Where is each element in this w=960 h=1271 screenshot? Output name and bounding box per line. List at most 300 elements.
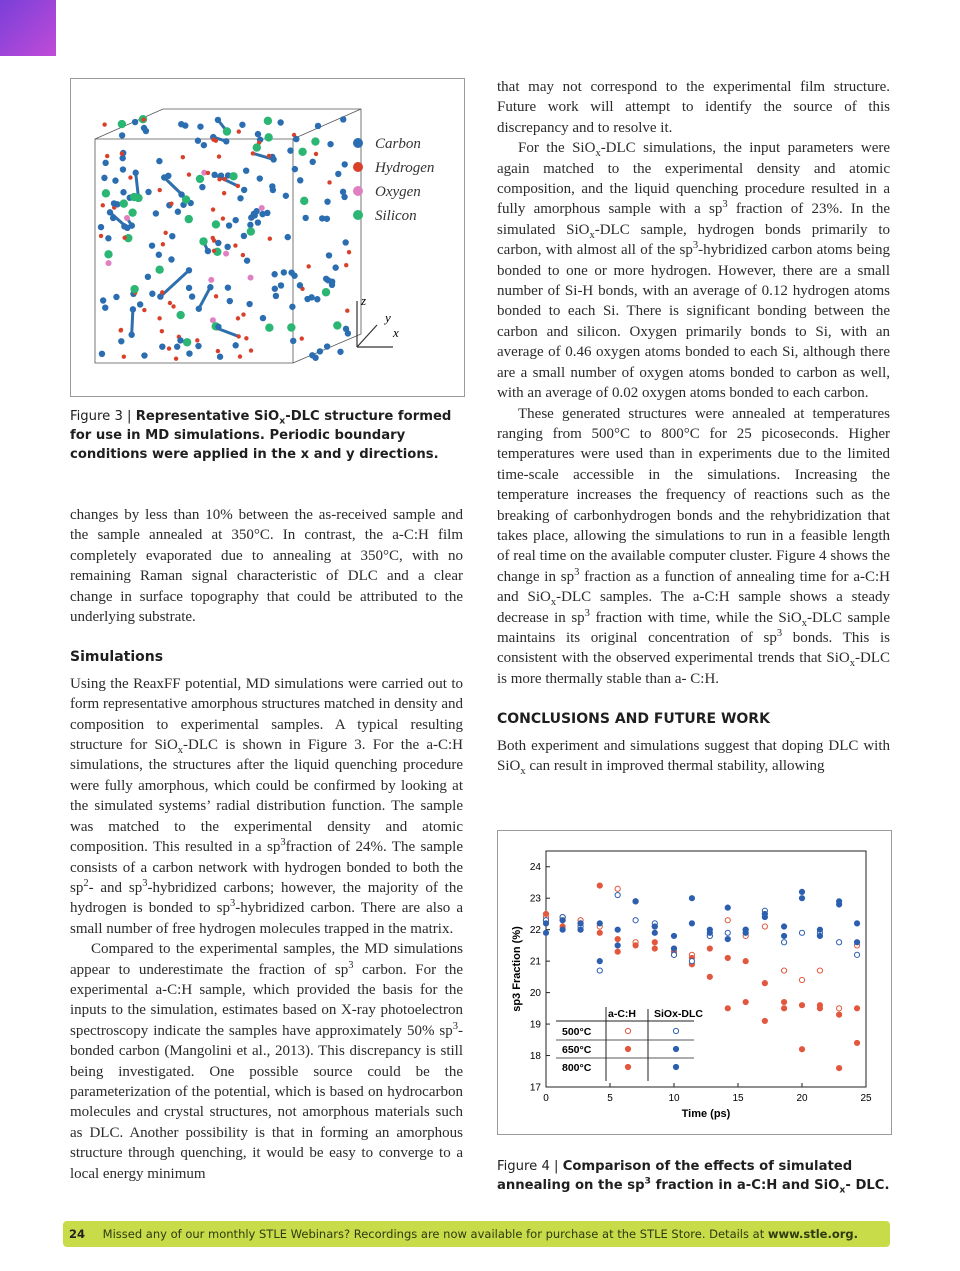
atom [196,175,204,183]
x-tick-label: 15 [732,1093,744,1104]
atom [211,137,215,141]
atom [197,123,203,129]
legend-marker-hydrogen [353,162,363,172]
chart-legend [556,1007,703,1081]
x-tick-label: 20 [796,1093,808,1104]
atom [329,282,335,288]
atom [344,263,348,267]
atom [195,338,199,342]
legend-header: SiOx-DLC [654,1008,704,1020]
axis-triad [357,293,399,347]
atom [159,343,165,349]
y-tick-label: 24 [529,862,541,874]
data-point [671,946,676,951]
atom [99,351,105,357]
atom [264,133,272,141]
atom [221,216,225,220]
data-point [725,918,730,923]
atom [260,315,266,321]
data-point [707,946,712,951]
atom [99,234,103,238]
x-axis-label: Time (ps) [681,1108,731,1120]
paragraph: that may not correspond to the experimental film structure. Future work will attempt to identify the source of this discrepancy and to resolve it. [497,79,890,136]
atom [315,123,321,129]
data-point [817,927,822,932]
data-point [689,959,694,964]
left-column [70,505,463,1184]
atom [337,349,343,355]
data-point [762,981,767,986]
data-point [615,943,620,948]
atom [100,297,106,303]
atom [155,266,163,274]
atom [300,197,308,205]
data-point [854,921,859,926]
atom [208,277,214,283]
atom [243,167,249,173]
sp3-fraction-chart [498,831,891,1134]
atom [176,311,184,319]
data-point [725,1006,730,1011]
atom [156,252,162,258]
atom [265,324,273,332]
data-point [781,933,786,938]
atom [153,210,159,216]
atom [124,215,130,221]
data-point [615,892,620,897]
atom [255,131,261,137]
legend-label-carbon: Carbon [375,136,421,152]
section-heading-simulations: Simulations [70,649,164,666]
atom [314,152,318,156]
atom [251,151,255,155]
y-tick-label: 18 [529,1051,541,1063]
atom [340,189,346,195]
atom [181,155,185,159]
atom [118,120,126,128]
paragraph: Using the ReaxFF potential, MD simulations were carried out to form representative amorphous structures matched in density and composition to experimental samples. A typical resulting structure for SiO$_x$-DLC is shown in Figure 3. For the a-C:H simulations, the structures after the liquid quenching procedure were fully amorphous, which could be confirmed by looking at the simulated systems’ radial distribution function. The sample was matched to the experimental density and atomic composition. This resulted in a $sp^3fraction$ of 24%. The sample consists of a carbon network with hydrogen bonded to both the $sp^2-$ and $sp^3$-hybridized carbons; however, the majority of the hydrogen is bonded to $sp^3$-hybridized carbon. There are also a small number of free hydrogen molecules trapped in the matrix. [70,675,464,937]
atom [222,177,226,181]
atom [101,203,105,207]
atom [342,239,348,245]
data-point [615,886,620,891]
atom [121,223,127,229]
legend-row-label: 650°C [562,1044,592,1056]
data-point [837,899,842,904]
atom [163,231,167,235]
atom [128,175,132,179]
atom [233,243,237,247]
atom [322,288,330,296]
atom [285,234,291,240]
bond [217,328,238,336]
atom [183,338,191,346]
legend-header: a-C:H [608,1008,636,1020]
footer-text: Missed any of our monthly STLE Webinars? Recordings are now available for purchase at the STLE Store. Details at [102,1227,768,1241]
data-point [671,933,676,938]
atom [141,352,147,358]
atom [199,237,207,245]
atom [102,160,108,166]
atom [206,171,210,175]
atom [205,248,211,254]
data-point [799,889,804,894]
atom [189,293,195,299]
atom [130,285,138,293]
data-point [743,999,748,1004]
atom [232,217,238,223]
legend-marker-oxygen [353,186,363,196]
data-point [689,921,694,926]
atom [102,304,108,310]
legend-marker [625,1046,630,1051]
atom [236,316,240,320]
atom [248,275,254,281]
atom [311,137,319,145]
atom [118,338,124,344]
atom [145,189,151,195]
axis-z-label: z [361,293,367,308]
atom [304,296,310,302]
atom [156,158,162,164]
data-point [837,1012,842,1017]
atom [300,336,304,340]
atom [161,242,165,246]
data-point [597,883,602,888]
y-tick-label: 23 [529,893,541,905]
atom [174,344,180,350]
atom [327,141,333,147]
atom [110,215,116,221]
atom [272,286,278,292]
data-point [671,952,676,957]
atom [227,298,233,304]
atom [215,117,221,123]
atom [292,166,298,172]
atom [288,269,294,275]
atom [249,348,253,352]
data-point [837,1006,842,1011]
atom [128,208,136,216]
data-point [615,937,620,942]
atom [113,294,119,300]
data-point [762,911,767,916]
atom [105,235,111,241]
atom [345,330,351,336]
atom [120,189,126,195]
data-point [652,924,657,929]
atom [340,116,346,122]
atom [241,253,245,257]
atom [283,193,289,199]
atom [101,175,107,181]
atom [277,119,283,125]
figure-3 [70,78,465,397]
legend-label-oxygen: Oxygen [375,184,421,200]
legend-label-hydrogen: Hydrogen [375,160,435,176]
atom [342,161,348,167]
atom [253,143,261,151]
atom [168,256,174,262]
legend-row-label: 800°C [562,1062,592,1074]
atom [112,177,118,183]
atom [168,301,172,305]
paragraph: These generated structures were annealed at temperatures ranging from 500°C to 800°C for 25 picoseconds. Higher temperatures were used than in experiments due to the limited time-scale accessible in the simulations. Increasing the temperature increases the frequency of reactions such as the breaking of carbonhydrogen bonds and the rehybridization that takes place, allowing the simulations to run in a feasible length of real time on the available computer cluster. Figure 4 shows the change in $sp^3$ fraction as a function of annealing time for a-C:H and SiO$_x$-DLC samples. The a-C:H sample shows a steady decrease in $sp^3$ fraction with time, while the SiO$_x$-DLC sample maintains its original concentration of $sp^3$ bonds. This is consistent with the observed experimental trends that SiO$_x$-DLC is more thermally stable than a- C:H. [497,405,891,687]
data-point [652,930,657,935]
atom [130,306,136,312]
data-point [837,1066,842,1071]
atom [160,329,164,333]
atom [216,349,220,353]
fig3-legend [353,136,434,224]
data-point [781,999,786,1004]
data-point [837,940,842,945]
data-point [762,1018,767,1023]
atom [171,304,175,308]
atom [211,236,215,240]
atom [217,154,221,158]
legend-marker-carbon [353,138,363,148]
atom [241,187,247,193]
footer-banner [63,1221,890,1247]
atom [270,156,276,162]
atom [215,240,221,246]
atom [199,184,205,190]
atom [132,170,138,176]
data-point [633,918,638,923]
atom [105,154,109,158]
atom [309,352,315,358]
data-point [799,1003,804,1008]
atom [212,220,220,228]
atom [174,356,178,360]
atom [247,222,253,228]
data-point [543,911,548,916]
atom [196,306,202,312]
atom [241,312,245,316]
y-tick-label: 22 [529,925,541,937]
atom [120,166,126,172]
atom [111,200,117,206]
atom [195,138,201,144]
data-point [781,940,786,945]
figure-3-caption: Figure 3 | Representative SiO$_x$-DLC structure formed for use in MD simulations. Periodic boundary conditions were applied in the x and y directions. [70,409,452,462]
atom [332,264,338,270]
atom [324,343,330,349]
atom [102,122,106,126]
data-point [597,930,602,935]
atom [244,257,250,263]
atom [142,308,146,312]
atom [271,271,277,277]
data-point [799,1047,804,1052]
atom [278,282,284,288]
atom [104,250,112,258]
atom [287,147,293,153]
atom [297,282,303,288]
page-number: 24 [68,1227,85,1241]
atom [169,233,175,239]
atom [319,215,325,221]
atom [267,154,271,158]
atom [157,316,161,320]
atom [229,172,237,180]
section-heading-conclusions: CONCLUSIONS AND FUTURE WORK [497,711,770,728]
legend-marker [625,1028,630,1033]
data-point [817,968,822,973]
legend-marker [673,1028,678,1033]
data-point [707,930,712,935]
molecule-box [95,109,361,363]
atom [323,276,329,282]
atom [122,236,126,240]
paragraph: Both experiment and simulations suggest that doping DLC with SiO$_x$ can result in improved thermal stability, allowing [497,737,890,777]
figure-4-caption: Figure 4 | Comparison of the effects of simulated annealing on the $sp^3$ fraction in a-C:H and SiO$_x$- DLC. [497,1159,890,1196]
atom [169,201,173,205]
data-point [707,974,712,979]
footer-link[interactable]: www.stle.org. [767,1227,858,1241]
atom [345,308,349,312]
atom [290,338,296,344]
atom [238,354,242,358]
atom [236,184,240,188]
atom [119,132,125,138]
atom [102,189,110,197]
atom [98,224,104,230]
data-point [597,959,602,964]
data-point [854,940,859,945]
data-point [725,905,730,910]
atom [118,328,122,332]
atom [158,188,162,192]
data-point [743,959,748,964]
atom [182,122,188,128]
atom [185,215,193,223]
atom [207,284,213,290]
atom [141,118,145,122]
paragraph: For the SiO$_x$-DLC simulations, the input parameters were again matched to the experimental density and atomic composition, and the liquid quenching procedure resulted in a fully amorphous sample with a $sp^3$ fraction of 23%. In the simulated SiO$_x$-DLC sample, hydrogen bonds primarily to carbon, with almost all of the $sp^3$-hybridized carbon atoms being bonded to one or more hydrogen. However, there are a small number of Si-H bonds, with an average of 0.12 hydrogen atoms bonded to each Si. There is significant bonding between the carbon and silicon. Oxygen primarily bonds to Si, with an average of 0.46 oxygen atoms bonded to each Si, although there are a small number of oxygen atoms bonded to carbon as well, with an average of 0.02 oxygen atoms bonded to each carbon. [497,140,890,402]
atom [302,215,308,221]
data-point [543,930,548,935]
atom [314,296,320,302]
atom [335,171,341,177]
bond [160,270,189,296]
atom [186,267,192,273]
data-point [743,927,748,932]
atom [255,219,261,225]
atom [237,195,243,201]
atom [244,336,248,340]
x-tick-label: 10 [668,1093,680,1104]
data-point [817,933,822,938]
atom [289,304,295,310]
figure-4 [497,830,892,1135]
data-point [597,921,602,926]
atom [160,290,164,294]
atom [306,264,310,268]
atom [241,233,247,239]
y-tick-label: 21 [529,956,541,968]
atom [201,142,207,148]
atom [167,346,171,350]
atom [287,323,295,331]
atom [186,285,192,291]
y-tick-label: 19 [529,1019,541,1031]
atom [310,159,316,165]
atom [178,191,184,197]
bond [199,287,211,309]
atom [145,274,151,280]
atom [120,151,124,155]
data-point [725,955,730,960]
atom [226,222,232,228]
atom [246,301,252,307]
atom [214,294,218,298]
atom [212,249,216,253]
atom [223,127,231,135]
legend-marker [673,1064,678,1069]
data-point [578,927,583,932]
atom [298,148,306,156]
data-point [725,937,730,942]
data-point [689,896,694,901]
atom [326,252,332,258]
atom [223,138,229,144]
atom [247,227,255,235]
data-point [560,918,565,923]
molecular-structure-image [71,79,464,396]
atom [149,242,155,248]
paragraph: changes by less than 10% between the as-received sample and the sample annealed at 350°C. In contrast, the a-C:H film completely evaporated due to annealing at 350°C, with no remaining Raman signal characteristic of DLC and a clear change in surface topography that could be attributed to the underlying substrate. [70,507,463,626]
atom [149,291,155,297]
atom [270,187,276,193]
atom [236,334,240,338]
atom [130,193,138,201]
atom [253,208,259,214]
data-point [652,940,657,945]
x-tick-label: 25 [860,1093,872,1104]
atom [175,209,181,215]
legend-marker [673,1046,678,1051]
data-point [854,952,859,957]
legend-marker-silicon [353,210,363,220]
atom [132,119,138,125]
data-point [854,1006,859,1011]
atom [215,324,221,330]
data-point [781,968,786,973]
legend-label-silicon: Silicon [375,208,417,224]
y-tick-label: 20 [529,988,541,1000]
atom [264,117,272,125]
data-point [597,968,602,973]
data-point [817,1003,822,1008]
data-point [615,949,620,954]
data-point [799,930,804,935]
atom [225,284,231,290]
atom [106,260,112,266]
x-tick-label: 0 [543,1093,549,1104]
axis-y-label: y [385,310,391,325]
data-point [781,924,786,929]
atom [120,199,128,207]
atom [224,244,230,250]
axis-x-label: x [393,325,399,340]
atom [137,301,143,307]
data-point [762,924,767,929]
data-point [633,899,638,904]
data-point [799,896,804,901]
y-tick-label: 17 [529,1082,541,1094]
